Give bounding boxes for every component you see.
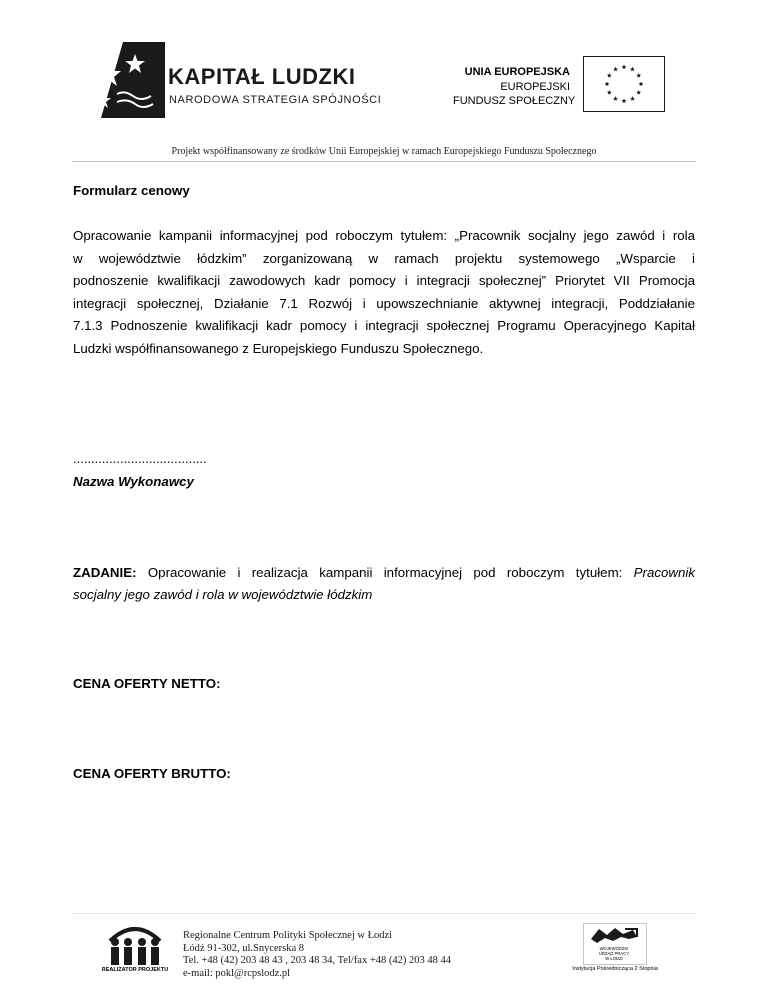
task-label: ZADANIE:: [73, 565, 137, 580]
paragraph-line: w województwie łódzkim” zorganizowaną w ramach projektu systemowego „Wsparcie i: [73, 250, 695, 266]
signature-dotted-line: .....................................: [73, 451, 207, 466]
intro-paragraph: [73, 225, 695, 360]
eu-flag-icon: [583, 56, 665, 112]
task-title-start: Pracownik: [633, 565, 696, 580]
paragraph-line: podnoszenie kwalifikacji zawodowych kadr pomocy i integracji społecznej” Priorytet VII Promocja: [73, 273, 695, 288]
cofinancing-note: Projekt współfinansowany ze środków Unii Europejskiej w ramach Europejskiego Funduszu Społecznego: [171, 146, 597, 157]
wup-text-line: URZĄD PRACY: [598, 951, 629, 956]
intermediate-body-caption: Instytucja Pośrednicząca 2 Stopnia: [572, 966, 658, 972]
address-line: Tel. +48 (42) 203 48 43 , 203 48 34, Tel/fax +48 (42) 203 48 44: [183, 955, 451, 966]
brand-title: KAPITAŁ LUDZKI: [168, 64, 356, 89]
wup-logo-text: [585, 946, 643, 961]
gross-price-label: CENA OFERTY BRUTTO:: [73, 766, 231, 781]
document-title: Formularz cenowy: [73, 183, 190, 198]
footer-divider: [72, 913, 696, 914]
address-line: Łódź 91-302, ul.Snycerska 8: [183, 942, 305, 954]
wup-text-line: W ŁODZI: [605, 956, 623, 961]
paragraph-line: 7.1.3 Podnoszenie kwalifikacji kadr pomocy i integracji społecznej Programu Operacyjnego Kapitał: [73, 318, 695, 333]
paragraph-line: Opracowanie kampanii informacyjnej pod roboczym tytułem: „Pracownik socjalny jego zawód i rola: [73, 228, 695, 243]
eu-label-line1: UNIA EUROPEJSKA: [464, 66, 570, 78]
task-text: Opracowanie i realizacja kampanii informacyjnej pod roboczym tytułem:: [147, 565, 623, 580]
task-line: [73, 562, 695, 584]
contractor-name-label: Nazwa Wykonawcy: [73, 474, 194, 489]
wup-text-line: WOJEWÓDZKI: [599, 946, 629, 951]
brand-subtitle: NARODOWA STRATEGIA SPÓJNOŚCI: [169, 94, 382, 106]
kapital-ludzki-logo-icon: [95, 40, 170, 120]
eu-label-line3: FUNDUSZ SPOŁECZNY: [453, 95, 576, 107]
address-line: e-mail: pokl@rcpslodz.pl: [183, 967, 291, 979]
paragraph-line: integracji społecznej, Działanie 7.1 Rozwój i upowszechnianie aktywnej integracji, Poddziałanie: [73, 295, 695, 311]
eu-label-line2: EUROPEJSKI: [500, 81, 570, 93]
net-price-label: CENA OFERTY NETTO:: [73, 676, 221, 691]
task-section: [73, 562, 695, 606]
implementer-caption: REALIZATOR PROJEKTU: [101, 967, 169, 973]
task-title-end: socjalny jego zawód i rola w województwie łódzkim: [73, 587, 373, 602]
paragraph-line: Ludzki współfinansowanego z Europejskiego Funduszu Społecznego.: [73, 340, 484, 356]
footer-address: [183, 930, 451, 980]
header-divider: [72, 161, 696, 162]
address-line: Regionalne Centrum Polityki Społecznej w Łodzi: [183, 930, 393, 941]
